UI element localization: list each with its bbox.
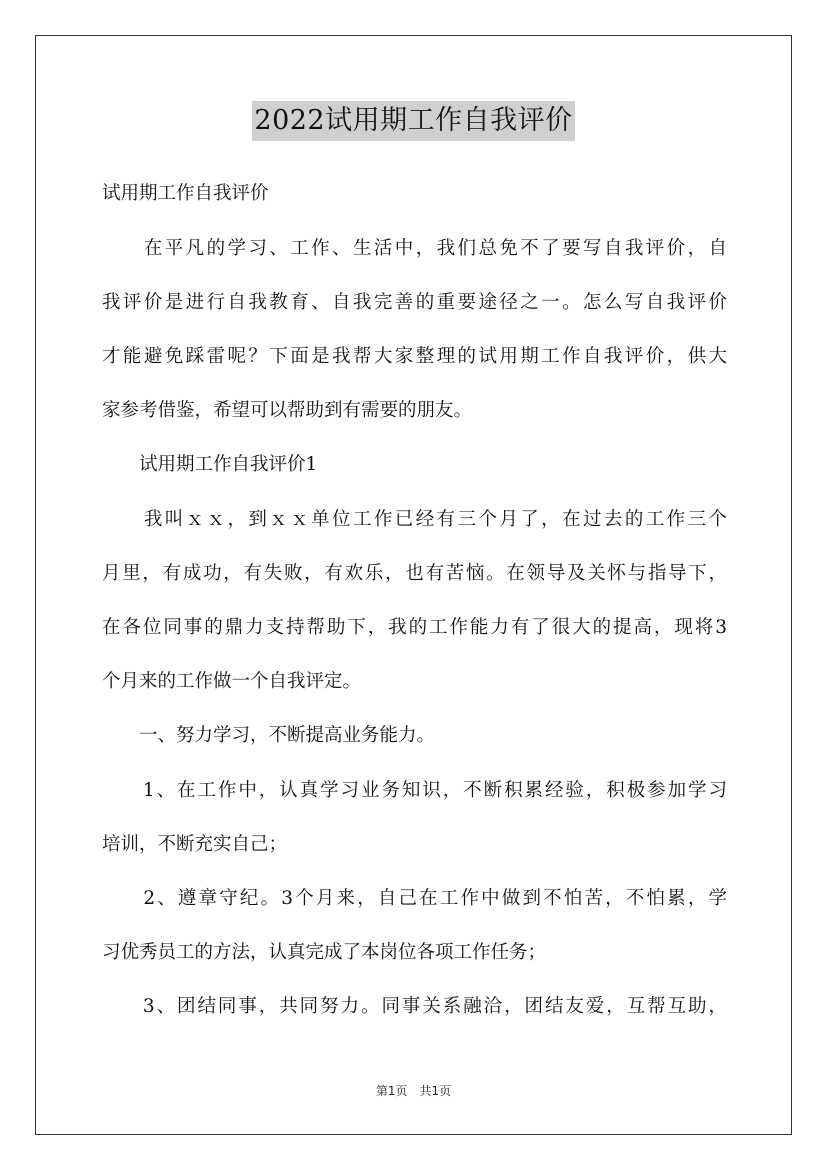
document-title: 2022试用期工作自我评价 [252,101,574,141]
body-line: 3、团结同事，共同努力。同事关系融洽，团结友爱，互帮互助， [102,996,727,1017]
body-line: 我评价是进行自我教育、自我完善的重要途径之一。怎么写自我评价 [102,292,727,313]
body-line: 月里，有成功，有失败，有欢乐，也有苦恼。在领导及关怀与指导下， [102,563,727,584]
section-heading: 一、努力学习，不断提高业务能力。 [102,725,436,746]
body-line: 1、在工作中，认真学习业务知识，不断积累经验，积极参加学习 [102,780,727,801]
body-line: 培训，不断充实自己； [102,834,288,855]
body-line: 家参考借鉴，希望可以帮助到有需要的朋友。 [102,400,473,421]
subtitle-line: 试用期工作自我评价 [102,183,269,204]
body-line: 在平凡的学习、工作、生活中，我们总免不了要写自我评价，自 [102,238,727,259]
body-line: 习优秀员工的方法，认真完成了本岗位各项工作任务； [102,942,547,963]
body-line: 在各位同事的鼎力支持帮助下，我的工作能力有了很大的提高，现将3 [102,617,727,638]
body-line: 2、遵章守纪。3个月来，自己在工作中做到不怕苦，不怕累，学 [102,888,727,909]
page-number-footer: 第1页 共1页 [375,1084,452,1098]
body-line: 才能避免踩雷呢？下面是我帮大家整理的试用期工作自我评价，供大 [102,346,727,367]
body-line: 个月来的工作做一个自我评定。 [102,671,362,692]
body-line: 我叫ｘｘ，到ｘｘ单位工作已经有三个月了，在过去的工作三个 [102,509,727,530]
section-heading: 试用期工作自我评价1 [102,454,318,475]
title-container [0,101,827,141]
